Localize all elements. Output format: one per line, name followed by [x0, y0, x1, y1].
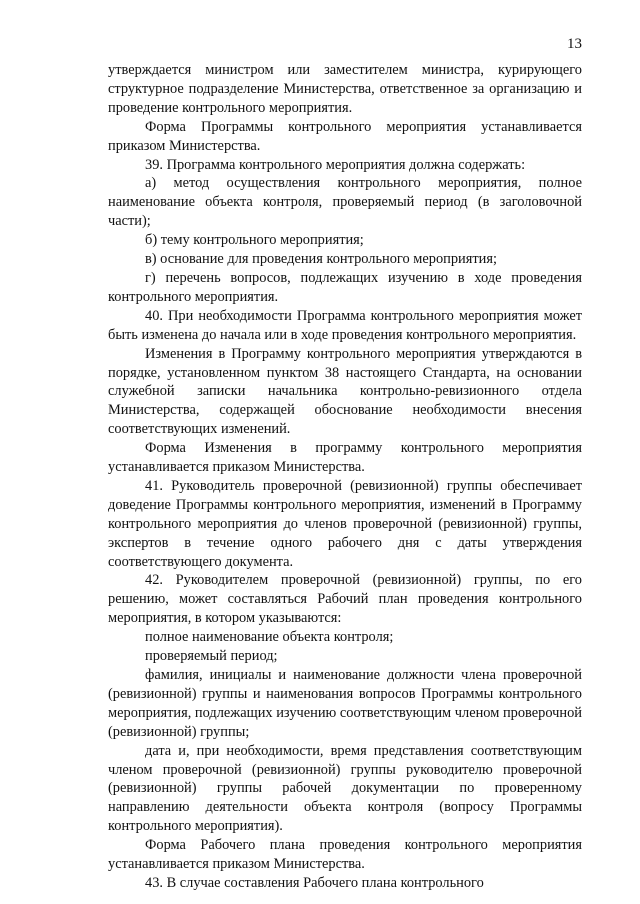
paragraph-item-41: 41. Руководитель проверочной (ревизионной) группы обеспечивает доведение Программы контрольного мероприятия, изменений в Программу контрольного мероприятия до членов проверочной (ревизионной) группы, экспертов в течение одного рабочего дня с даты утверждения соответствующего документа.	[108, 477, 582, 570]
list-item-date: дата и, при необходимости, время представления соответствующим членом проверочной (ревизионной) группы руководителю проверочной (ревизионной) группы рабочей документации по проверенному направлению деятельности объекта контроля (вопросу Программы контрольного мероприятия).	[108, 742, 582, 835]
paragraph-work-plan-form: Форма Рабочего плана проведения контрольного мероприятия устанавливается приказом Министерства.	[108, 837, 582, 873]
list-item-period: проверяемый период;	[145, 648, 278, 665]
paragraph-item-39: 39. Программа контрольного мероприятия должна содержать:	[145, 156, 526, 173]
list-item-g: г) перечень вопросов, подлежащих изучению в ходе проведения контрольного мероприятия.	[108, 269, 582, 305]
paragraph-changes: Изменения в Программу контрольного мероприятия утверждаются в порядке, установленном пунктом 38 настоящего Стандарта, на основании служебной записки начальника контрольно-ревизионного отдела Министерства, содержащей обоснование необходимости внесения соответствующих изменений.	[108, 345, 582, 438]
list-item-object-name: полное наименование объекта контроля;	[145, 629, 394, 646]
list-item-v: в) основание для проведения контрольного мероприятия;	[145, 251, 497, 268]
list-item-member: фамилия, инициалы и наименование должности члена проверочной (ревизионной) группы и наименования вопросов Программы контрольного мероприятия, подлежащих изучению соответствующим членом проверочной (ревизионной) группы;	[108, 667, 582, 740]
document-body	[108, 61, 582, 893]
paragraph-continuation: утверждается министром или заместителем министра, курирующего структурное подразделение Министерства, ответственное за организацию и проведение контрольного мероприятия.	[108, 62, 582, 116]
paragraph-item-40: 40. При необходимости Программа контрольного мероприятия может быть изменена до начала или в ходе проведения контрольного мероприятия.	[108, 307, 582, 343]
paragraph-changes-form: Форма Изменения в программу контрольного мероприятия устанавливается приказом Министерства.	[108, 440, 582, 476]
list-item-b: б) тему контрольного мероприятия;	[145, 232, 364, 249]
page-number: 13	[567, 36, 582, 52]
paragraph-item-43: 43. В случае составления Рабочего плана контрольного	[145, 874, 484, 891]
list-item-a: а) метод осуществления контрольного мероприятия, полное наименование объекта контроля, проверяемый период (в заголовочной части);	[108, 175, 582, 230]
paragraph-program-form: Форма Программы контрольного мероприятия устанавливается приказом Министерства.	[108, 118, 582, 154]
paragraph-item-42: 42. Руководителем проверочной (ревизионной) группы, по его решению, может составляться Рабочий план проведения контрольного мероприятия, в котором указываются:	[108, 572, 582, 627]
